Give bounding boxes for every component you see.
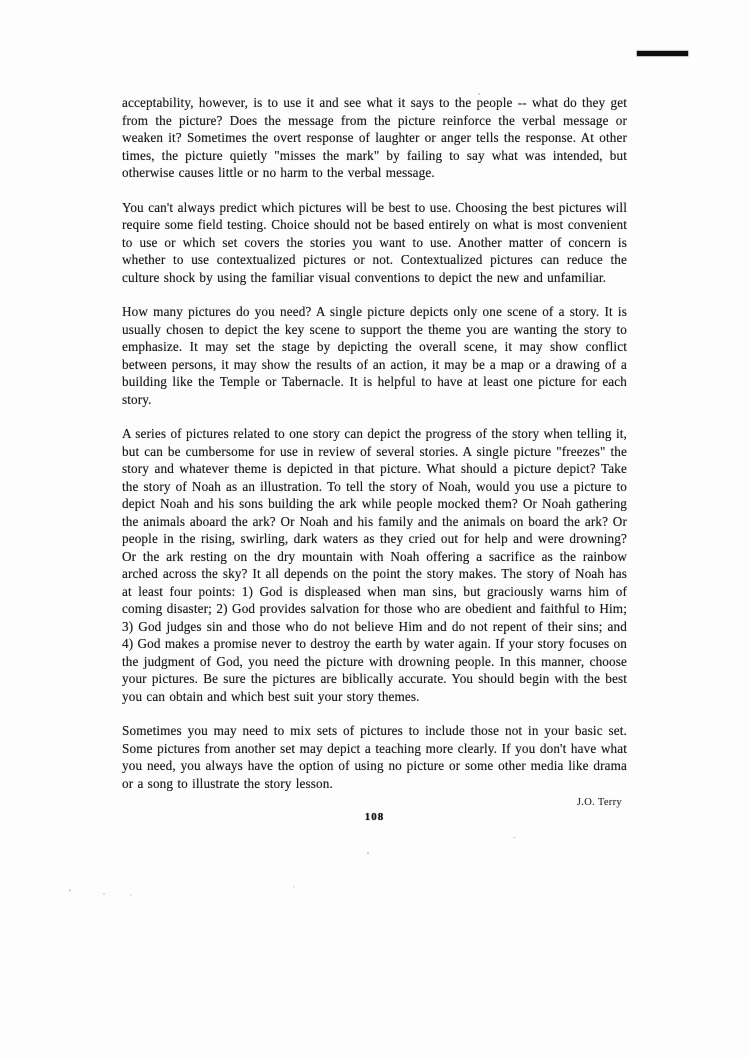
- paragraph-1: acceptability, however, is to use it and see what it says to the people -- what do they get from the picture? Does the message from the picture reinforce the verbal message or weaken it? Sometimes the overt response of laughter or anger tells the response. At other times, the picture quietly "misses the mark" by failing to say what was intended, but otherwise causes little or no harm to the verbal message.: [122, 95, 627, 180]
- scan-speck: [69, 889, 71, 892]
- scan-speck: [367, 852, 369, 854]
- page-number: 108: [364, 811, 385, 823]
- scan-speck: [103, 893, 105, 895]
- scan-speck: [513, 837, 516, 838]
- scan-mark-bar: [637, 51, 688, 56]
- paragraph-2: You can't always predict which pictures will be best to use. Choosing the best pictures will require some field testing. Choice should not be based entirely on what is most convenient to use or which set covers the stories you want to use. Another matter of concern is whether to use contextualized pictures or not. Contextualized pictures can reduce the culture shock by using the familiar visual conventions to depict the new and unfamiliar.: [122, 199, 627, 285]
- paragraph-4: A series of pictures related to one story can depict the progress of the story when telling it, but can be cumbersome for use in review of several stories. A single picture "freezes" the story and whatever theme is depicted in that picture. What should a picture depict? Take the story of Noah as an illustration. To tell the story of Noah, would you use a picture to depict Noah and his sons building the ark while people mocked them? Or Noah gathering the animals aboard the ark? Or Noah and his family and the animals on board the ark? Or people in the rising, swirling, dark waters as they cried out for help and were drowning? Or the ark resting on the dry mountain with Noah offering a sacrifice as the rainbow arched across the sky? It all depends on the point the story makes. The story of Noah has at least four points: 1) God is displeased when man sins, but graciously warns him of coming disaster; 2) God provides salvation for those who are obedient and faithful to Him; 3) God judges sin and those who do not believe Him and do not repent of their sins; and 4) God makes a promise never to destroy the earth by water again. If your story focuses on the judgment of God, you need the picture with drowning people. In this manner, choose your pictures. Be sure the pictures are biblically accurate. You should begin with the best you can obtain and which best suit your story themes.: [122, 426, 627, 704]
- page-body: [122, 94, 627, 823]
- paragraph-5: Sometimes you may need to mix sets of pictures to include those not in your basic set. Some pictures from another set may depict a teaching more clearly. If you don't have what you need, you always have the option of using no picture or some other media like drama or a song to illustrate the story lesson.: [122, 723, 627, 791]
- author-byline: J.O. Terry: [576, 797, 622, 808]
- scan-speck: [130, 894, 132, 896]
- paragraph-3: How many pictures do you need? A single picture depicts only one scene of a story. It is usually chosen to depict the key scene to support the theme you are wanting the story to emphasize. It may set the stage by depicting the overall scene, it may show conflict between persons, it may show the results of an action, it may be a map or a drawing of a building like the Temple or Tabernacle. It is helpful to have at least one picture for each story.: [122, 304, 627, 407]
- scan-speck: [293, 886, 295, 888]
